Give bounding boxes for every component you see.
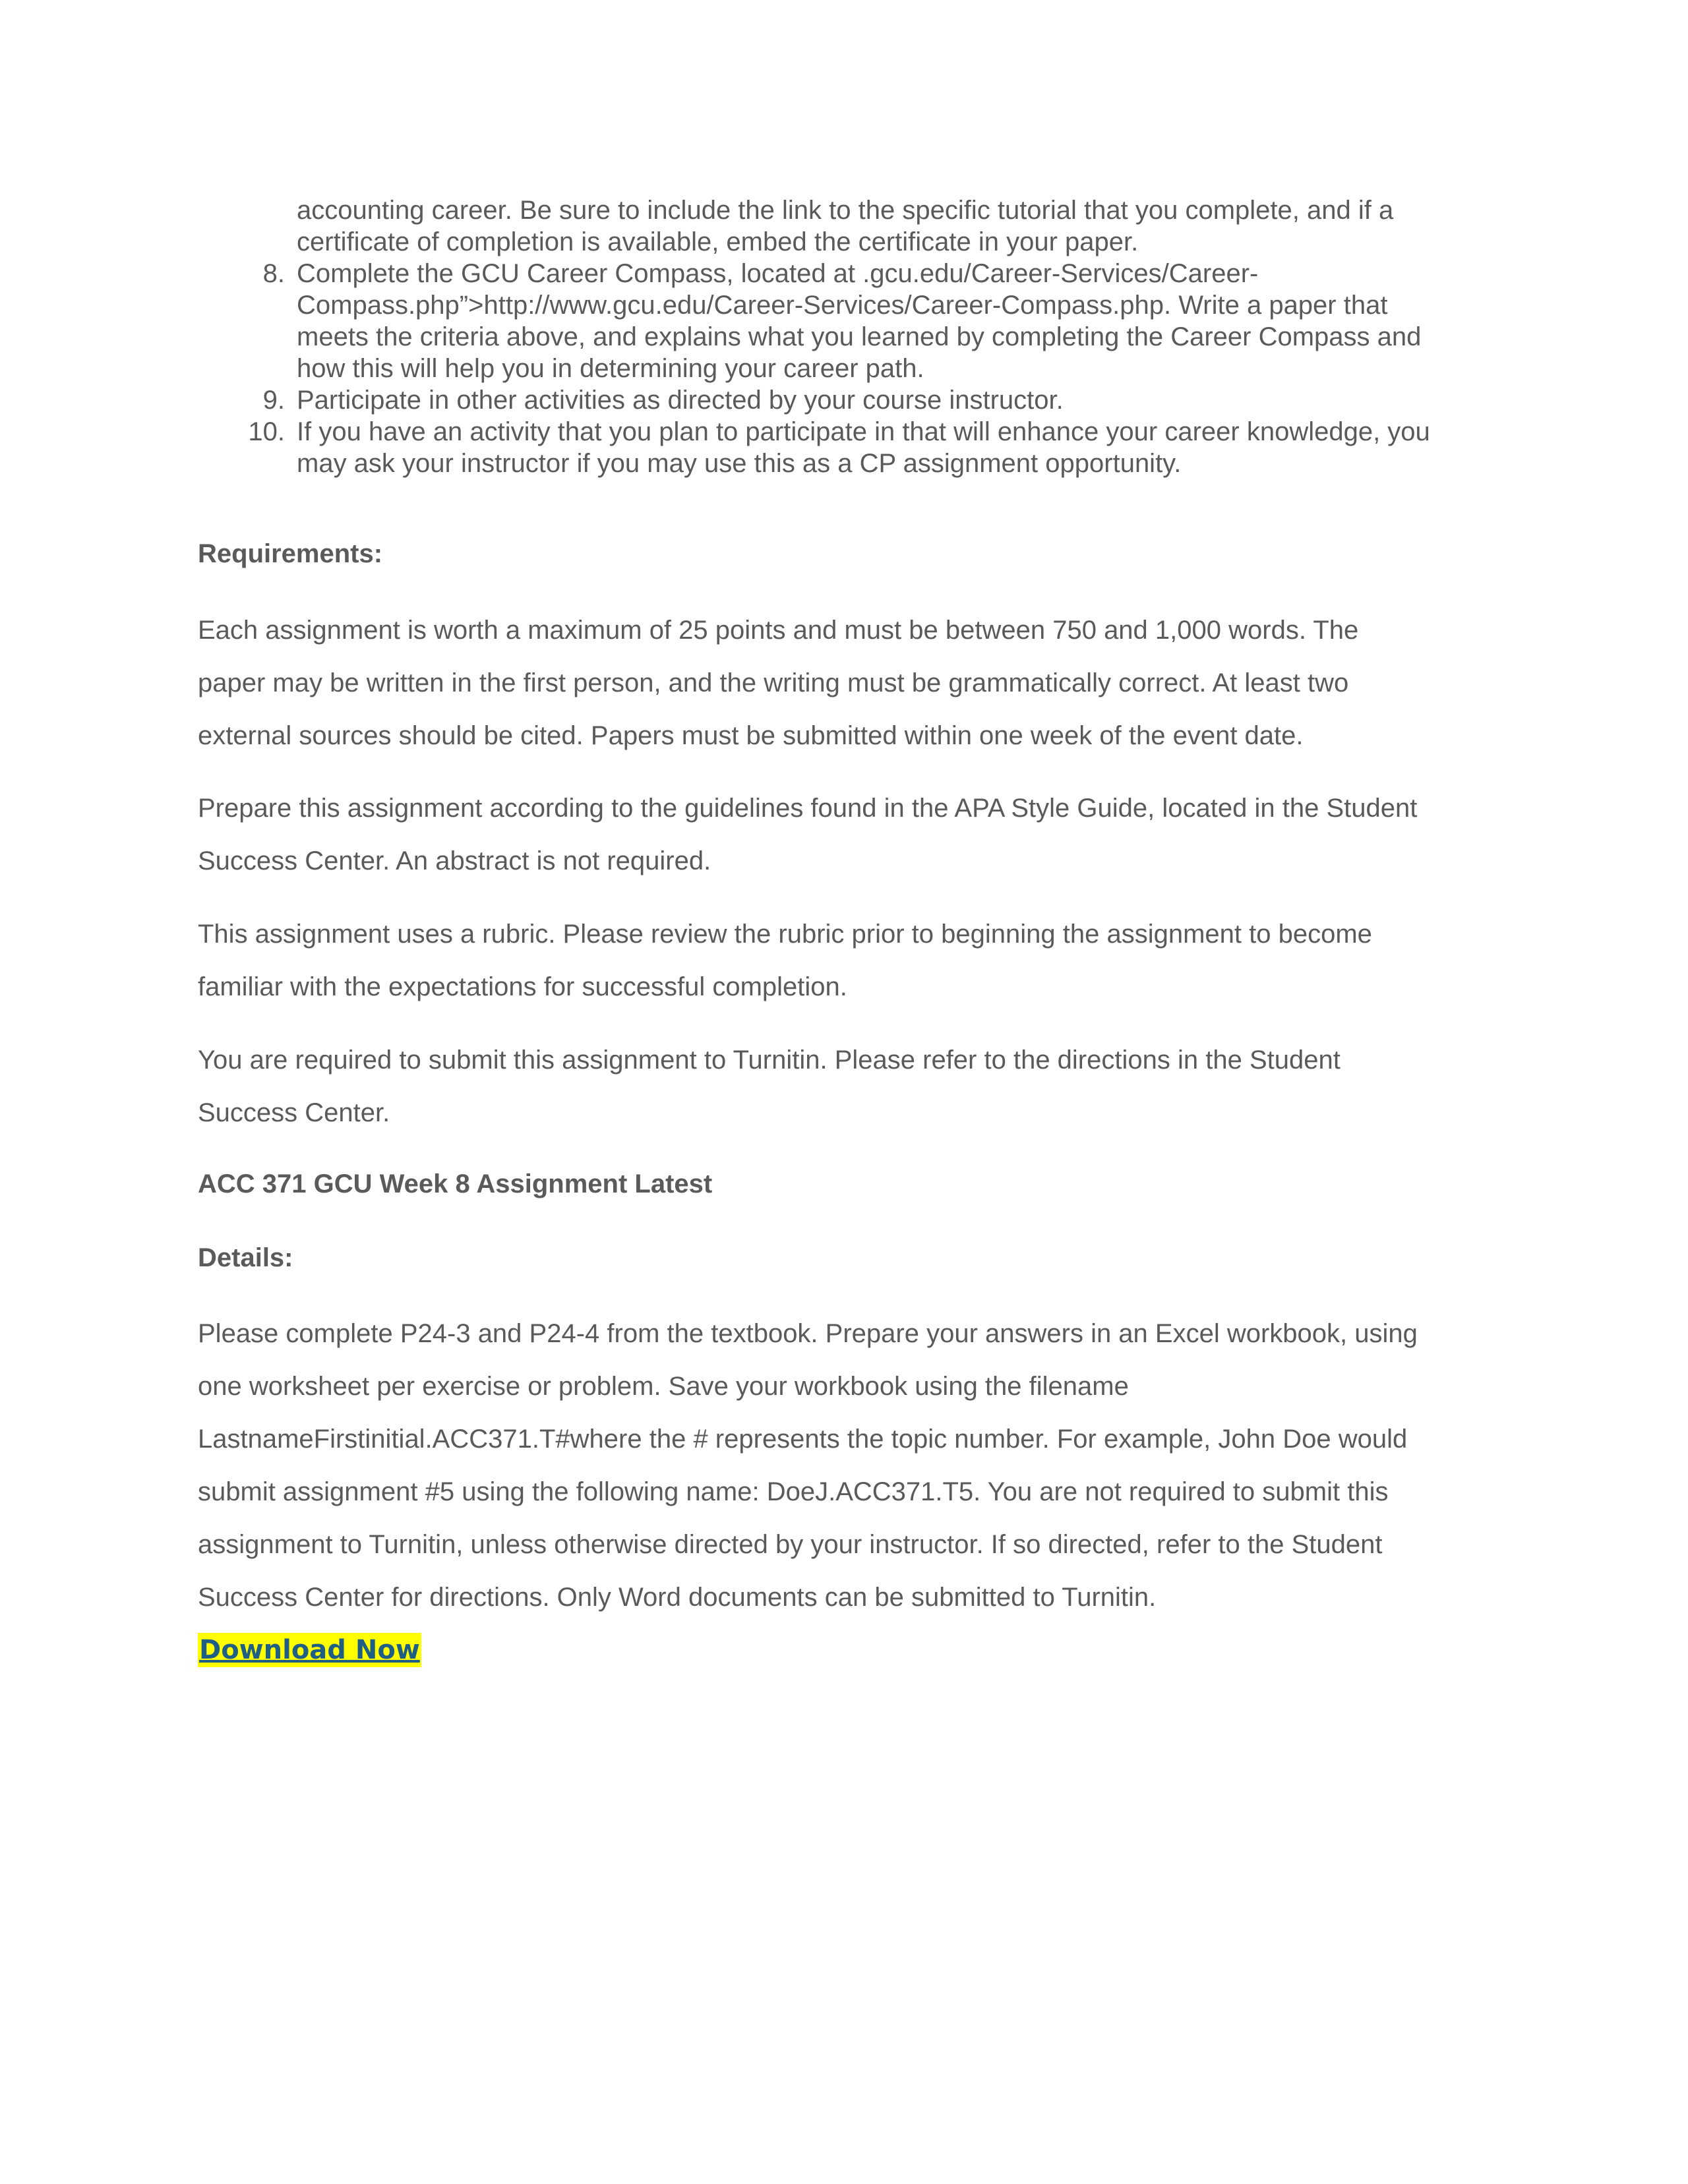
details-paragraph <box>198 1307 1490 1624</box>
requirements-paragraph-2 <box>198 782 1490 887</box>
paragraph-line: LastnameFirstinitial.ACC371.T#where the # represents the topic number. For example, John Doe would <box>198 1425 1408 1454</box>
list-item-number: 10. <box>248 417 285 446</box>
list-continuation-line: accounting career. Be sure to include the link to the specific tutorial that you complete, and if a <box>297 196 1394 225</box>
paragraph-line: Success Center for directions. Only Word documents can be submitted to Turnitin. <box>198 1583 1157 1612</box>
paragraph-line: Success Center. <box>198 1098 390 1127</box>
list-item-line: meets the criteria above, and explains what you learned by completing the Career Compass and <box>297 322 1422 351</box>
numbered-list <box>237 194 1490 479</box>
paragraph-line: You are required to submit this assignment to Turnitin. Please refer to the directions in the Student <box>198 1046 1341 1075</box>
list-item-line: Participate in other activities as directed by your course instructor. <box>297 386 1064 415</box>
download-container <box>198 1633 1490 1667</box>
paragraph-line: submit assignment #5 using the following name: DoeJ.ACC371.T5. You are not required to submit this <box>198 1477 1389 1506</box>
paragraph-line: Please complete P24-3 and P24-4 from the textbook. Prepare your answers in an Excel workbook, using <box>198 1319 1418 1348</box>
list-item-number: 8. <box>262 259 285 288</box>
download-now-link[interactable]: Download Now <box>198 1633 421 1667</box>
list-item-line: Complete the GCU Career Compass, located at .gcu.edu/Career-Services/Career- <box>297 259 1259 288</box>
requirements-heading: Requirements: <box>198 539 383 568</box>
paragraph-line: This assignment uses a rubric. Please review the rubric prior to beginning the assignment to become <box>198 920 1372 949</box>
requirements-paragraph-1 <box>198 604 1490 762</box>
list-item-10 <box>237 416 1490 479</box>
list-item-line: Compass.php”>http://www.gcu.edu/Career-Services/Career-Compass.php. Write a paper that <box>297 291 1388 320</box>
paragraph-line: Success Center. An abstract is not required. <box>198 846 711 875</box>
week8-assignment-title: ACC 371 GCU Week 8 Assignment Latest <box>198 1169 713 1198</box>
list-item-line: may ask your instructor if you may use this as a CP assignment opportunity. <box>297 449 1182 478</box>
paragraph-line: familiar with the expectations for successful completion. <box>198 972 847 1001</box>
details-heading: Details: <box>198 1243 293 1272</box>
paragraph-line: paper may be written in the first person, and the writing must be grammatically correct. At least two <box>198 668 1349 697</box>
requirements-paragraph-3 <box>198 908 1490 1013</box>
list-item-line: If you have an activity that you plan to participate in that will enhance your career knowledge, you <box>297 417 1430 446</box>
list-continuation-line: certificate of completion is available, embed the certificate in your paper. <box>297 227 1139 256</box>
paragraph-line: Prepare this assignment according to the guidelines found in the APA Style Guide, located in the Student <box>198 794 1418 823</box>
list-item-9 <box>237 384 1490 416</box>
paragraph-line: one worksheet per exercise or problem. Save your workbook using the filename <box>198 1372 1129 1401</box>
paragraph-line: Each assignment is worth a maximum of 25 points and must be between 750 and 1,000 words. The <box>198 616 1359 645</box>
paragraph-line: external sources should be cited. Papers must be submitted within one week of the event date. <box>198 721 1304 750</box>
requirements-paragraph-4 <box>198 1034 1490 1139</box>
list-item-number: 9. <box>262 386 285 415</box>
paragraph-line: assignment to Turnitin, unless otherwise directed by your instructor. If so directed, refer to the Student <box>198 1530 1383 1559</box>
list-item-8 <box>237 258 1490 384</box>
list-item-line: how this will help you in determining your career path. <box>297 354 924 383</box>
